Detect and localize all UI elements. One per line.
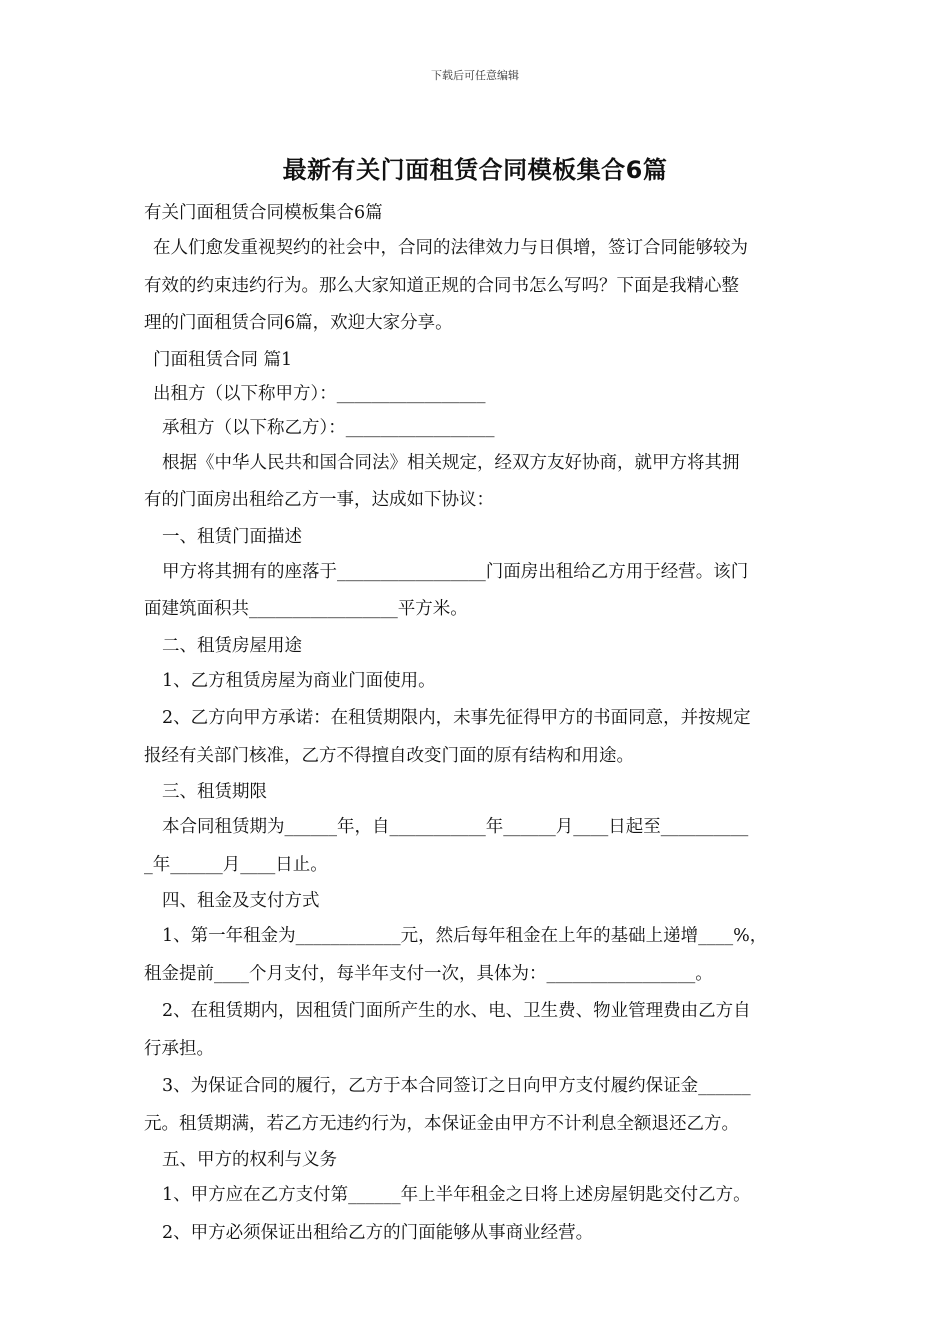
paragraph-line: 在人们愈发重视契约的社会中，合同的法律效力与日俱增，签订合同能够较为 [153, 238, 748, 258]
paragraph-line: 本合同租赁期为______年，自___________年______月____日起至__________ [162, 817, 749, 837]
paragraph-line: _年______月____日止。 [144, 854, 328, 875]
paragraph-line: 2、在租赁期内，因租赁门面所产生的水、电、卫生费、物业管理费由乙方自 [162, 1001, 751, 1021]
document-title: 最新有关门面租赁合同模板集合6篇 [282, 156, 668, 184]
paragraph-line: 1、第一年租金为____________元，然后每年租金在上年的基础上递增____%， [162, 926, 768, 946]
paragraph-line: 1、乙方租赁房屋为商业门面使用。 [162, 670, 436, 691]
paragraph-line: 面建筑面积共_________________平方米。 [144, 599, 468, 619]
clause-heading: 四、租金及支付方式 [162, 891, 320, 911]
subtitle-line: 有关门面租赁合同模板集合6篇 [144, 203, 383, 223]
paragraph-line: 1、甲方应在乙方支付第______年上半年租金之日将上述房屋钥匙交付乙方。 [162, 1185, 751, 1205]
paragraph-line: 甲方将其拥有的座落于_________________门面房出租给乙方用于经营。该门 [162, 561, 749, 582]
paragraph-line: 行承担。 [144, 1038, 214, 1059]
paragraph-line: 有的门面房出租给乙方一事，达成如下协议： [144, 490, 494, 510]
clause-heading: 五、甲方的权利与义务 [162, 1150, 337, 1170]
paragraph-line: 有效的约束违约行为。那么大家知道正规的合同书怎么写吗？下面是我精心整 [144, 275, 739, 296]
lessee-line: 承租方（以下称乙方）：_________________ [162, 417, 495, 438]
paragraph-line: 报经有关部门核准，乙方不得擅自改变门面的原有结构和用途。 [144, 745, 634, 766]
paragraph-line: 理的门面租赁合同6篇，欢迎大家分享。 [144, 313, 453, 333]
section-heading: 门面租赁合同 篇1 [153, 349, 293, 370]
clause-heading: 三、租赁期限 [162, 782, 267, 802]
paragraph-line: 租金提前____个月支付，每半年支付一次，具体为：_________________。 [144, 963, 713, 984]
paragraph-line: 2、甲方必须保证出租给乙方的门面能够从事商业经营。 [162, 1222, 594, 1243]
clause-heading: 二、租赁房屋用途 [162, 635, 302, 656]
paragraph-line: 元。租赁期满，若乙方无违约行为，本保证金由甲方不计利息全额退还乙方。 [144, 1113, 739, 1134]
paragraph-line: 3、为保证合同的履行，乙方于本合同签订之日向甲方支付履约保证金______ [162, 1076, 751, 1096]
document-body [144, 196, 816, 1252]
paragraph-line: 2、乙方向甲方承诺：在租赁期限内，未事先征得甲方的书面同意，并按规定 [162, 708, 751, 728]
lessor-line: 出租方（以下称甲方）：_________________ [153, 383, 486, 404]
header-note: 下载后可任意编辑 [431, 69, 519, 82]
clause-heading: 一、租赁门面描述 [162, 526, 302, 547]
paragraph-line: 根据《中华人民共和国合同法》相关规定，经双方友好协商，就甲方将其拥 [162, 452, 740, 473]
